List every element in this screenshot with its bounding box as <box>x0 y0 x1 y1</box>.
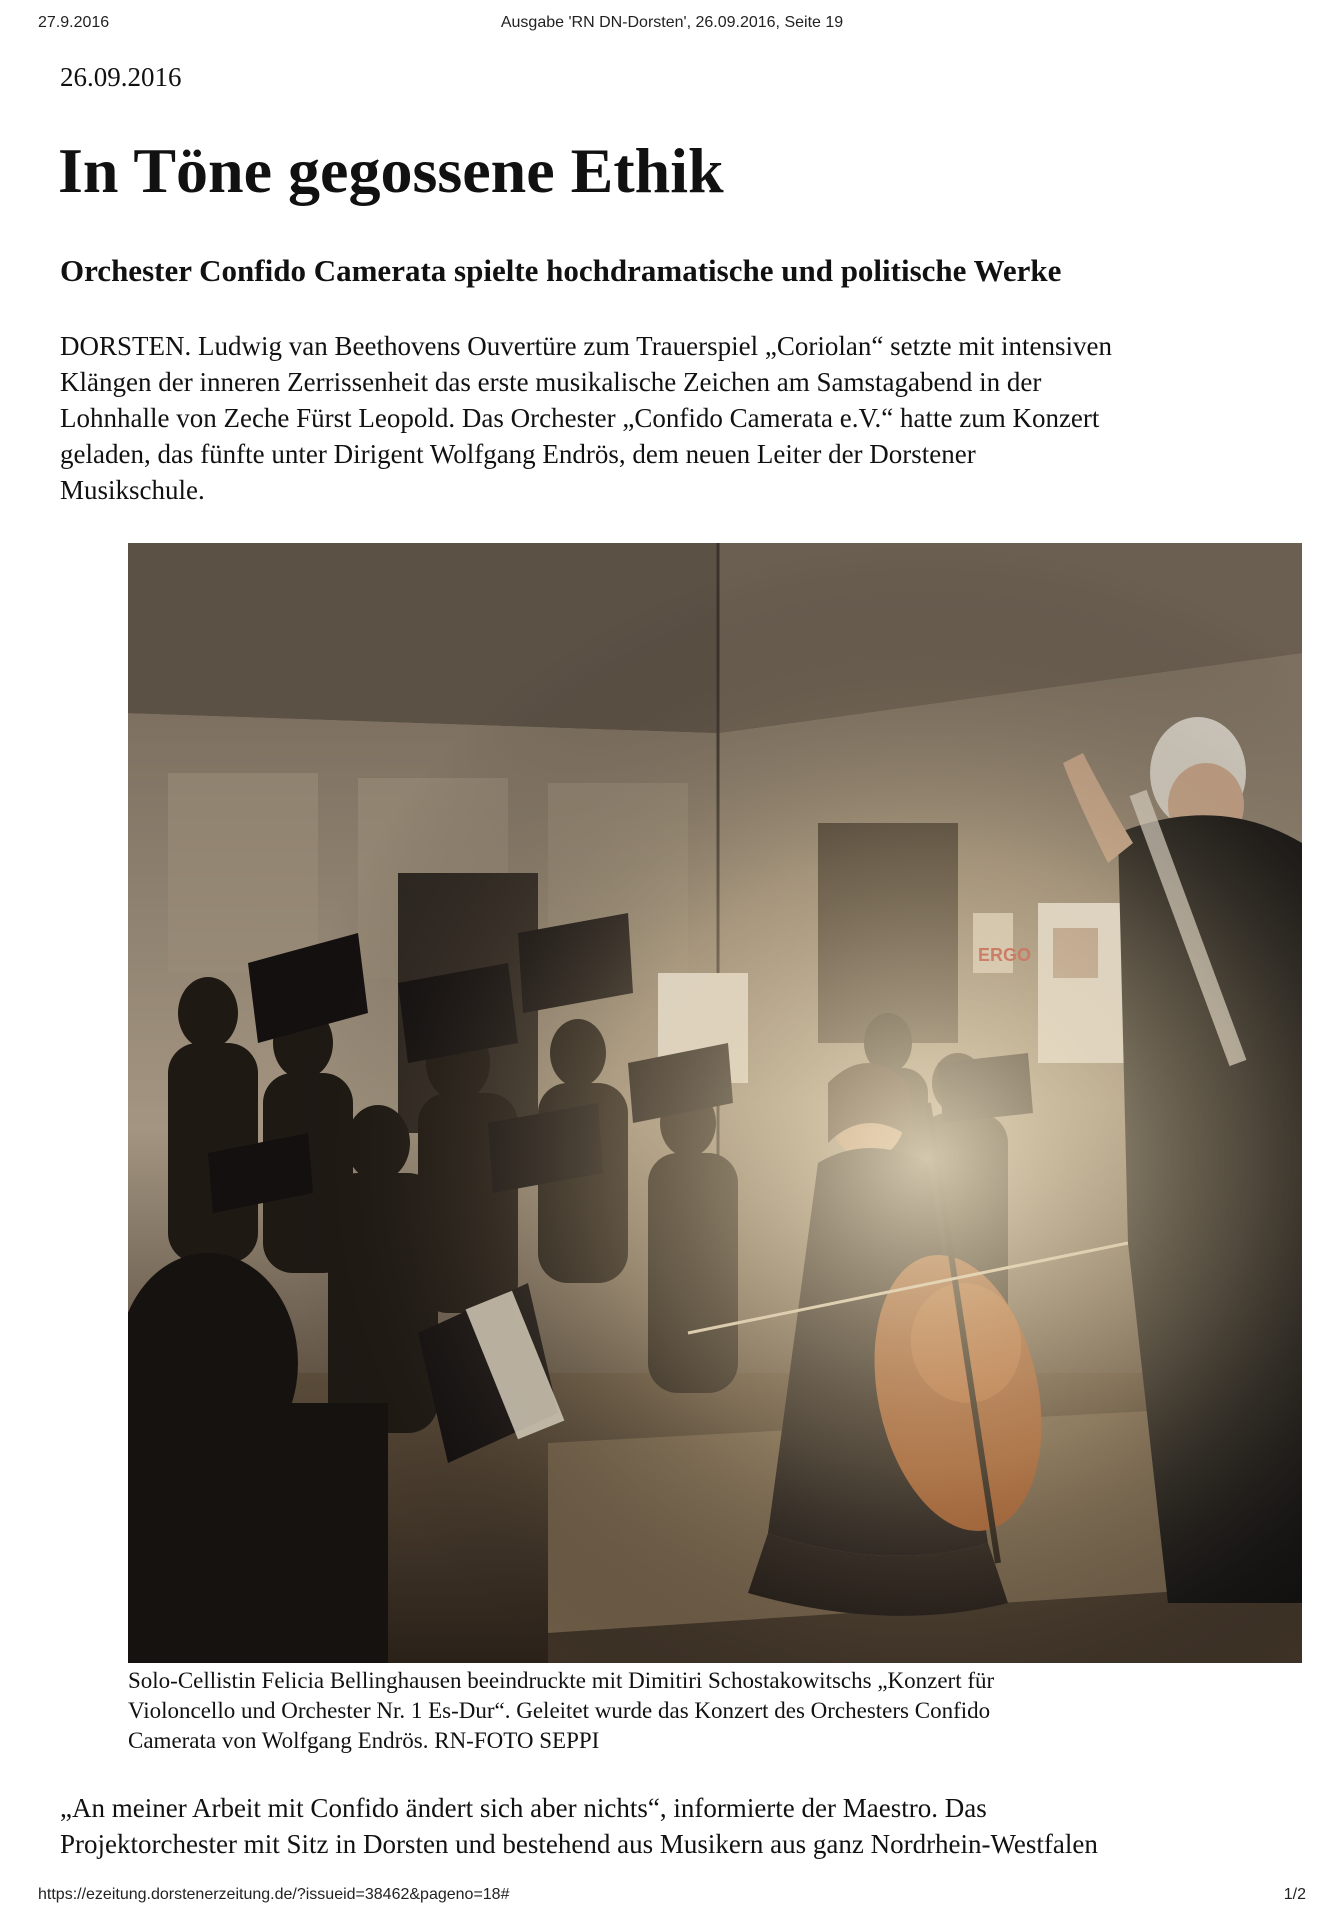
subheadline: Orchester Confido Camerata spielte hochdramatische und politische Werke <box>60 253 1062 288</box>
body-line: Projektorchester mit Sitz in Dorsten und bestehend aus Musikern aus ganz Nordrhein-Westfalen <box>60 1829 1098 1859</box>
print-footer <box>38 1886 1306 1908</box>
caption-line: Camerata von Wolfgang Endrös. RN-FOTO SEPPI <box>128 1728 600 1753</box>
body-line: „An meiner Arbeit mit Confido ändert sich aber nichts“, informierte der Maestro. Das <box>60 1793 987 1823</box>
print-title: Ausgabe 'RN DN-Dorsten', 26.09.2016, Seite 19 <box>500 14 844 31</box>
body-paragraph <box>60 1790 1300 1862</box>
lead-paragraph <box>60 328 1290 508</box>
caption-line: Violoncello und Orchester Nr. 1 Es-Dur“. Geleitet wurde das Konzert des Orchesters Confido <box>128 1698 991 1723</box>
article-date: 26.09.2016 <box>60 62 182 92</box>
source-url: https://ezeitung.dorstenerzeitung.de/?issueid=38462&pageno=18# <box>38 1886 510 1903</box>
page-number: 1/2 <box>1283 1886 1306 1903</box>
lead-line: Lohnhalle von Zeche Fürst Leopold. Das Orchester „Confido Camerata e.V.“ hatte zum Konzert <box>60 403 1100 433</box>
caption-line: Solo-Cellistin Felicia Bellinghausen beeindruckte mit Dimitiri Schostakowitschs „Konzert für <box>128 1668 995 1693</box>
lead-line: geladen, das fünfte unter Dirigent Wolfgang Endrös, dem neuen Leiter der Dorstener <box>60 439 976 469</box>
print-date: 27.9.2016 <box>38 14 110 31</box>
photo-caption <box>128 1666 1302 1756</box>
print-header <box>38 14 1306 36</box>
lead-line: DORSTEN. Ludwig van Beethovens Ouvertüre zum Trauerspiel „Coriolan“ setzte mit intensiven <box>60 331 1113 361</box>
headline: In Töne gegossene Ethik <box>58 135 724 206</box>
concert-photo <box>128 543 1302 1663</box>
lead-line: Klängen der inneren Zerrissenheit das erste musikalische Zeichen am Samstagabend in der <box>60 367 1042 397</box>
lead-line: Musikschule. <box>60 475 205 505</box>
